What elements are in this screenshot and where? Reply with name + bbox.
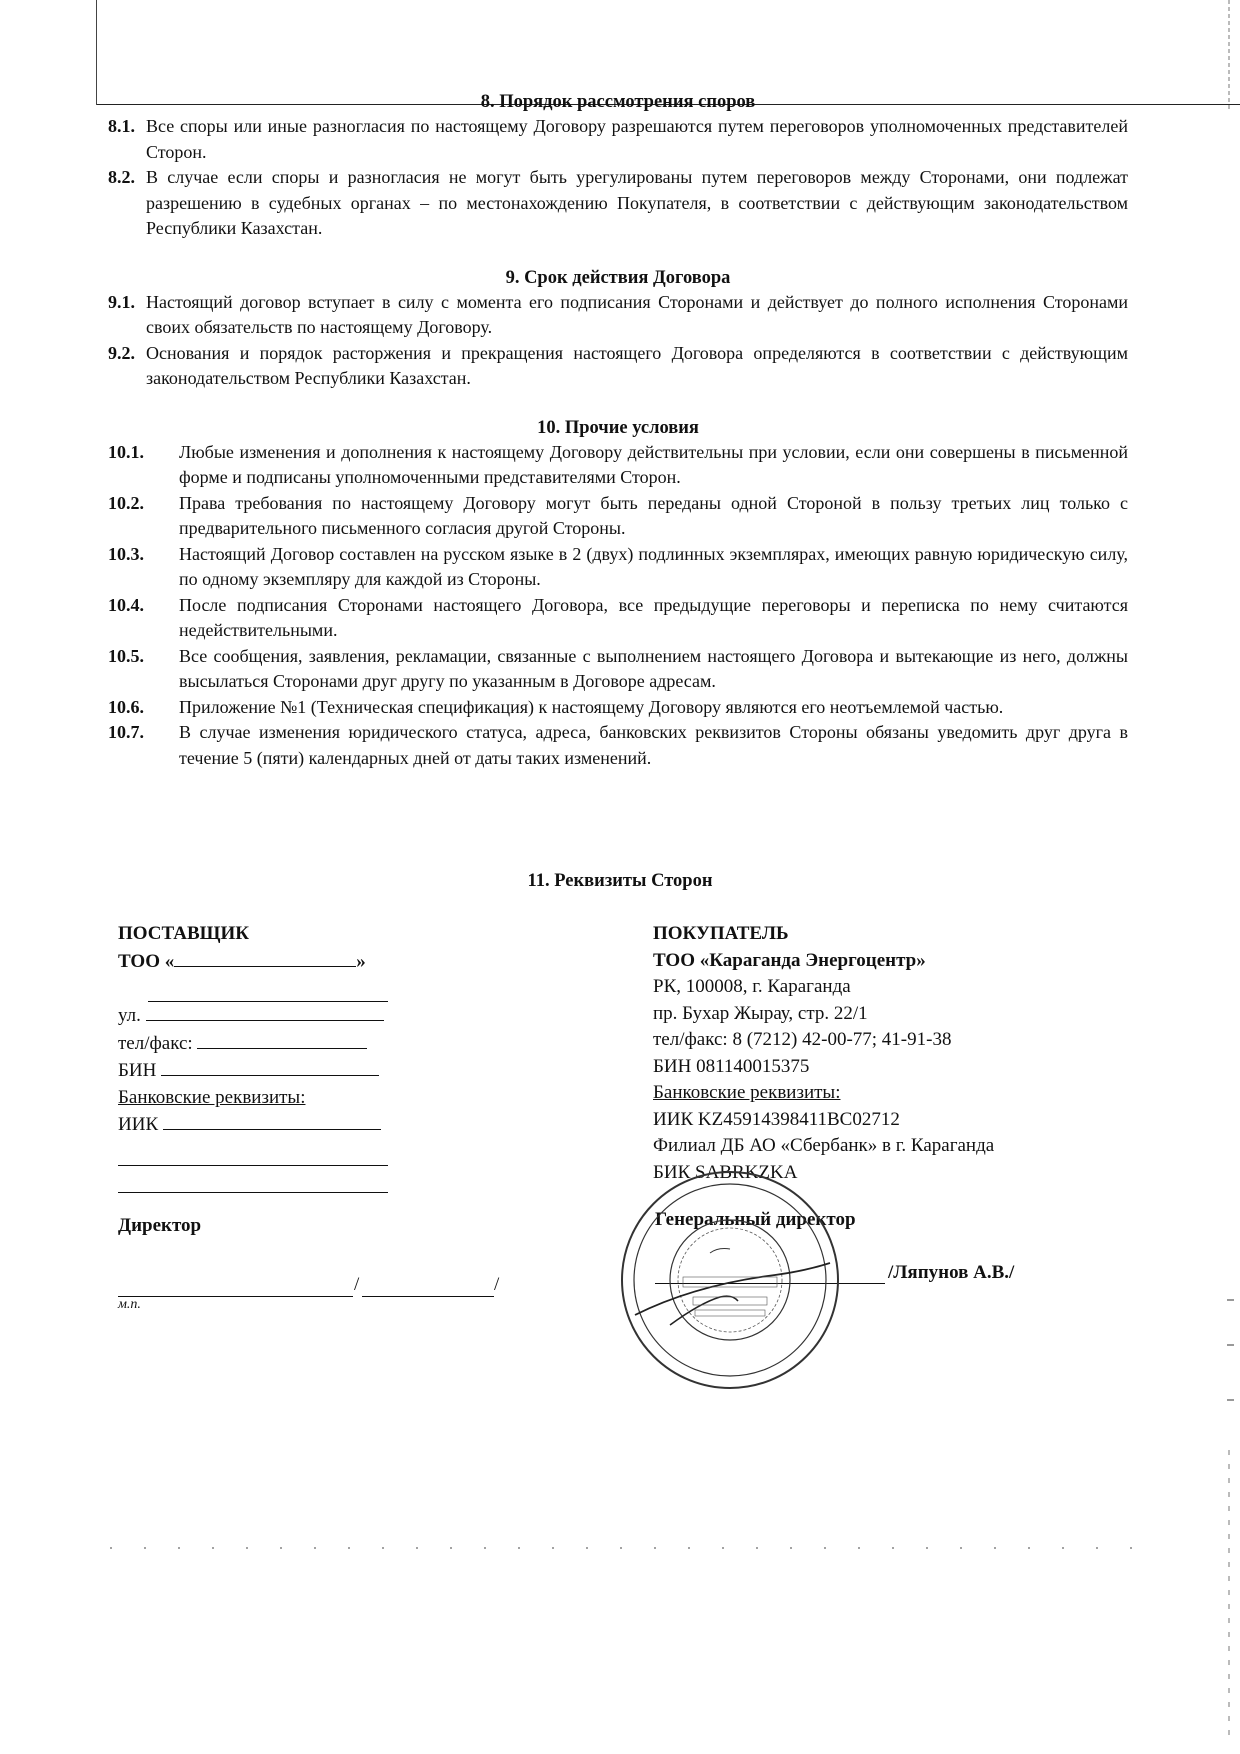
- supplier-heading: ПОСТАВЩИК: [118, 923, 250, 944]
- scan-noise-dots: [110, 1547, 1160, 1549]
- phone-blank: [197, 1030, 367, 1049]
- clause-number: 9.1.: [108, 291, 135, 312]
- clause-number: 10.3.: [108, 543, 144, 564]
- clause-number: 8.2.: [108, 167, 135, 187]
- street-row: [118, 1002, 398, 1030]
- blank-line: [148, 975, 388, 1002]
- signature-separator: /: [354, 1274, 360, 1295]
- clause-text: Любые изменения и дополнения к настоящему Договору действительны при условии, если они совершены в письменной форме и подписаны уполномоченными представителями Сторон.: [179, 441, 1128, 487]
- clause: [108, 644, 1128, 695]
- buyer-address-2: пр. Бухар Жырау, стр. 22/1: [653, 1002, 868, 1024]
- name-blank: [362, 1278, 494, 1297]
- clause: [108, 491, 1128, 542]
- clause: [108, 542, 1128, 593]
- blank-line: [118, 1166, 388, 1193]
- buyer-heading: ПОКУПАТЕЛЬ: [653, 923, 789, 944]
- bin-blank: [161, 1057, 379, 1076]
- iik-label: ИИК: [118, 1114, 159, 1135]
- clause-text: Права требования по настоящему Договору могут быть переданы одной Стороной в пользу третьих лиц только с предварительного письменного согласия другой Стороны.: [179, 492, 1128, 538]
- buyer-bik: БИК SABRKZKA: [653, 1161, 798, 1183]
- section-11-title: 11. Реквизиты Сторон: [527, 871, 713, 891]
- clause-number: 10.1.: [108, 441, 144, 462]
- clause-text: В случае если споры и разногласия не могут быть урегулированы путем переговоров между Сторонами, они подлежат разрешению в судебных органах – по местонахождению Покупателя, в соответствии с действующим законодательством Республики Казахстан.: [146, 167, 1128, 238]
- org-suffix: »: [356, 950, 366, 972]
- iik-blank: [163, 1111, 381, 1130]
- section-title: 8. Порядок рассмотрения споров: [480, 92, 756, 112]
- supplier-signature-line: [118, 1274, 500, 1298]
- contract-body: [108, 90, 1128, 795]
- clause-number: 8.1.: [108, 116, 135, 136]
- section-10: [108, 416, 1128, 772]
- buyer-director-label: Генеральный директор: [655, 1209, 856, 1230]
- buyer-bank-label: Банковские реквизиты:: [653, 1082, 841, 1103]
- bin-label: БИН: [118, 1060, 157, 1081]
- clause-number: 10.2.: [108, 492, 144, 513]
- buyer-phone: тел/факс: 8 (7212) 42-00-77; 41-91-38: [653, 1029, 952, 1050]
- clause: [108, 341, 1128, 392]
- clause-text: После подписания Сторонами настоящего Договора, все предыдущие переговоры и переписка по нему считаются недействительными.: [179, 594, 1128, 640]
- phone-label: тел/факс:: [118, 1032, 193, 1054]
- clause-text: Приложение №1 (Техническая спецификация) к настоящему Договору являются его неотъемлемой частью.: [179, 696, 1004, 717]
- street-label: ул.: [118, 1005, 141, 1026]
- clause-number: 10.6.: [108, 696, 144, 717]
- org-name-blank: [174, 948, 356, 967]
- supplier-details: [118, 921, 398, 1193]
- clause: [108, 290, 1128, 341]
- bin-row: [118, 1057, 398, 1085]
- phone-row: [118, 1030, 398, 1058]
- buyer-branch: Филиал ДБ АО «Сбербанк» в г. Караганда: [653, 1135, 995, 1156]
- section-title: 10. Прочие условия: [537, 417, 699, 438]
- bank-label: Банковские реквизиты:: [118, 1086, 306, 1108]
- section-8: [108, 90, 1128, 242]
- scan-edge-marks: [1225, 0, 1235, 1754]
- street-blank: [146, 1002, 384, 1021]
- buyer-iik: ИИК KZ45914398411BC02712: [653, 1108, 900, 1130]
- company-seal-icon: [615, 1165, 845, 1395]
- signature-separator: /: [494, 1274, 500, 1295]
- section-title: 9. Срок действия Договора: [505, 267, 731, 288]
- org-prefix: ТОО «: [118, 950, 175, 972]
- clause: [108, 114, 1128, 165]
- supplier-director-label: Директор: [118, 1215, 202, 1236]
- clause-number: 9.2.: [108, 342, 135, 363]
- clause-text: Настоящий договор вступает в силу с момента его подписания Сторонами и действует до полного исполнения Сторонами своих обязательств по настоящему Договору.: [146, 291, 1128, 337]
- buyer-address-1: РК, 100008, г. Караганда: [653, 976, 851, 997]
- clause-text: В случае изменения юридического статуса, адреса, банковских реквизитов Стороны обязаны уведомить друг друга в течение 5 (пяти) календарных дней от даты таких изменений.: [179, 722, 1128, 768]
- clause-text: Все сообщения, заявления, рекламации, связанные с выполнением настоящего Договора и вытекающие из него, должны высылаться Сторонами друг другу по указанным в Договоре адресам.: [179, 645, 1128, 691]
- buyer-signer-name: /Ляпунов А.В./: [888, 1262, 1015, 1283]
- seal-place-label: м.п.: [118, 1297, 141, 1312]
- clause-text: Настоящий Договор составлен на русском языке в 2 (двух) подлинных экземплярах, имеющих равную юридическую силу, по одному экземпляру для каждой из Стороны.: [179, 543, 1128, 589]
- clause-text: Основания и порядок расторжения и прекращения настоящего Договора определяются в соответствии с действующим законодательством Республики Казахстан.: [146, 342, 1128, 388]
- scan-edge-left: [96, 0, 97, 105]
- buyer-org: ТОО «Караганда Энергоцентр»: [653, 949, 926, 971]
- clause-text: Все споры или иные разногласия по настоящему Договору разрешаются путем переговоров уполномоченных представителей Сторон.: [146, 116, 1128, 162]
- clause-number: 10.7.: [108, 722, 144, 742]
- blank-line: [118, 1139, 388, 1166]
- buyer-details: [653, 921, 1093, 1186]
- clause: [108, 593, 1128, 644]
- supplier-org: [118, 948, 398, 976]
- clause: [108, 440, 1128, 491]
- buyer-bin: БИН 081140015375: [653, 1055, 810, 1077]
- clause-number: 10.5.: [108, 645, 144, 666]
- clause: [108, 720, 1128, 771]
- clause: [108, 695, 1128, 721]
- section-9: [108, 266, 1128, 392]
- clause: [108, 165, 1128, 242]
- clause-number: 10.4.: [108, 594, 144, 615]
- signature-blank: [118, 1278, 353, 1297]
- iik-row: [118, 1111, 398, 1139]
